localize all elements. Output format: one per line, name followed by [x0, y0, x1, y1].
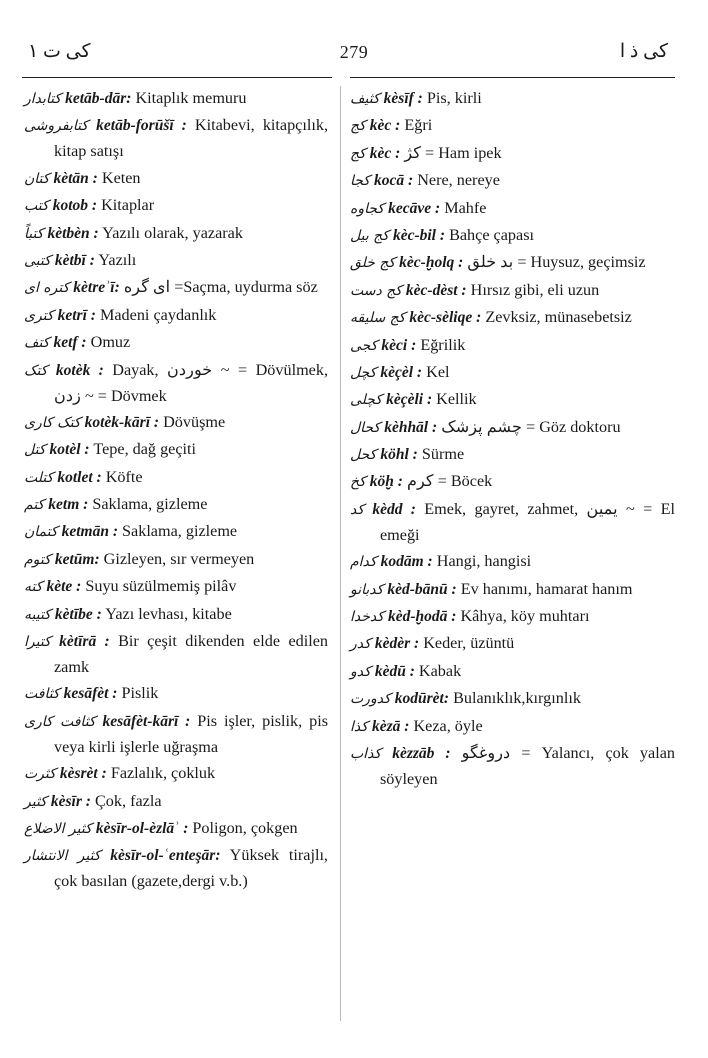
entry-definition: Pis işler, pislik, pis veya kirli işlerle uğraşma	[54, 711, 329, 756]
entry-arabic-script: کد	[350, 501, 365, 518]
entry-definition: Tepe, dağ geçiti	[93, 440, 197, 459]
entry-definition: Ev hanımı, hamarat hanım	[460, 579, 633, 598]
dictionary-entry	[350, 442, 675, 468]
entry-transliteration: kèci :	[381, 336, 417, 354]
entry-definition: Saklama, gizleme	[92, 495, 208, 514]
entry-arabic-script: کثیر الانتشار	[24, 848, 101, 865]
entry-transliteration: ketāb-forūšī :	[96, 117, 187, 135]
right-column	[350, 86, 675, 793]
dictionary-entry	[24, 574, 328, 600]
entry-definition: بد خلق = Huysuz, geçimsiz	[467, 253, 646, 272]
entry-definition: Eğrilik	[420, 335, 466, 354]
entry-transliteration: köḫ :	[369, 473, 403, 491]
dictionary-entry	[24, 221, 328, 247]
entry-transliteration: kotob :	[52, 197, 98, 215]
entry-arabic-script: کثیف	[350, 91, 380, 107]
entry-transliteration: kètbèn :	[47, 224, 99, 242]
entry-arabic-script: کتابدار	[24, 91, 62, 107]
entry-transliteration: kèsīr-ol-èzlāʾ :	[95, 819, 189, 837]
dictionary-entry	[24, 166, 328, 192]
entry-transliteration: kesāfèt-kārī :	[102, 712, 191, 730]
dictionary-entry	[24, 681, 328, 707]
dictionary-entry	[24, 275, 328, 301]
dictionary-entry	[24, 193, 328, 219]
entry-arabic-script: کتف	[24, 335, 50, 352]
entry-transliteration: köhl :	[380, 446, 418, 464]
entry-transliteration: kèzā :	[371, 717, 410, 735]
entry-definition: Eğri	[404, 116, 433, 135]
entry-definition: Yazılı olarak, yazarak	[102, 223, 243, 242]
entry-transliteration: kotlet :	[57, 468, 102, 486]
dictionary-entry	[24, 519, 328, 545]
entry-definition: چشم پزشک = Göz doktoru	[441, 417, 621, 436]
entry-definition: Bahçe çapası	[449, 225, 534, 244]
entry-transliteration: ketmān :	[61, 523, 118, 541]
entry-definition: کژ = Ham ipek	[404, 143, 502, 162]
dictionary-entry	[24, 843, 328, 894]
entry-arabic-script: کج سلیقه	[350, 310, 406, 327]
entry-arabic-script: کتیبه	[24, 606, 51, 623]
dictionary-entry	[24, 86, 328, 112]
entry-definition: ای گره =Saçma, uydurma söz	[123, 278, 318, 297]
dictionary-entry	[350, 469, 675, 495]
entry-arabic-script: کتلت	[24, 469, 54, 486]
entry-arabic-script: کج دست	[350, 282, 402, 299]
entry-transliteration: kèdū :	[374, 662, 415, 680]
header-rule-right	[350, 77, 675, 78]
entry-definition: Çok, fazla	[94, 791, 162, 810]
entry-transliteration: kèc-dèst :	[405, 281, 467, 299]
entry-definition: Dövüşme	[163, 412, 226, 431]
entry-arabic-script: کتباً	[24, 225, 44, 242]
entry-arabic-script: کذاب	[350, 745, 382, 762]
entry-transliteration: ketm :	[48, 496, 89, 514]
entry-arabic-script: کدورت	[350, 691, 391, 708]
entry-arabic-script: کتبی	[24, 252, 51, 269]
header-right-guide: کی ذ ا	[619, 41, 668, 62]
dictionary-entry	[24, 492, 328, 518]
entry-arabic-script: کتمان	[24, 524, 58, 541]
dictionary-entry	[24, 629, 328, 680]
entry-transliteration: kocā :	[374, 172, 414, 190]
entry-transliteration: ketūm:	[54, 550, 100, 568]
entry-transliteration: kotèk :	[55, 361, 104, 379]
entry-definition: Kabak	[418, 661, 462, 680]
entry-transliteration: kèçèli :	[386, 391, 433, 409]
entry-arabic-script: کحال	[350, 419, 381, 436]
entry-transliteration: kodām :	[380, 553, 433, 571]
dictionary-entry	[350, 497, 675, 548]
entry-definition: Bir çeşit dikenden elde edilen zamk	[54, 632, 329, 677]
entry-definition: Sürme	[421, 445, 465, 464]
column-separator	[340, 86, 341, 1021]
entry-arabic-script: کتم	[24, 497, 45, 514]
dictionary-entry	[350, 86, 675, 112]
entry-arabic-script: کثیر الاضلاع	[24, 820, 92, 837]
dictionary-entry	[350, 113, 675, 139]
dictionary-entry	[24, 330, 328, 356]
dictionary-entry	[24, 789, 328, 815]
dictionary-entry	[350, 714, 675, 740]
entry-transliteration: kèdèr :	[374, 635, 420, 653]
entry-transliteration: kètreʾī:	[73, 279, 120, 297]
entry-definition: Kitaplık memuru	[135, 89, 247, 107]
dictionary-entry	[24, 816, 328, 842]
dictionary-entry	[24, 437, 328, 463]
entry-arabic-script: کج خلق	[350, 255, 396, 272]
dictionary-entry	[24, 761, 328, 787]
entry-definition: Poligon, çokgen	[192, 818, 298, 837]
dictionary-entry	[24, 113, 328, 164]
entry-definition: Keten	[101, 168, 141, 187]
entry-transliteration: kète :	[46, 578, 82, 596]
entry-transliteration: kèd-ḫodā :	[387, 608, 457, 626]
entry-transliteration: kèhhāl :	[384, 418, 438, 436]
dictionary-entry	[350, 415, 675, 441]
dictionary-entry	[350, 741, 675, 792]
entry-transliteration: kètān :	[53, 169, 98, 187]
entry-arabic-script: کجی	[350, 337, 378, 354]
entry-transliteration: kèc-ḫolq :	[399, 254, 464, 272]
entry-definition: Dayak, خوردن ~ = Dövülmek, زدن ~ = Dövmek	[54, 360, 328, 405]
page-number: 279	[339, 42, 369, 62]
entry-transliteration: kèc :	[369, 117, 401, 135]
dictionary-entry	[24, 709, 328, 760]
entry-definition: Kellik	[436, 390, 477, 409]
entry-definition: Keza, öyle	[413, 716, 483, 735]
entry-arabic-script: کتیرا	[24, 634, 51, 651]
entry-transliteration: ketāb-dār:	[65, 90, 132, 107]
dictionary-entry	[350, 305, 675, 331]
dictionary-entry	[350, 387, 675, 413]
entry-definition: Bulanıklık,kırgınlık	[453, 689, 581, 708]
entry-transliteration: kèsrèt :	[59, 765, 107, 783]
entry-transliteration: kèçèl :	[380, 363, 423, 381]
entry-transliteration: kotèk-kārī :	[84, 413, 160, 431]
entry-transliteration: kodūrèt:	[394, 690, 450, 708]
dictionary-entry	[350, 333, 675, 359]
header-left-guide: کی ت ۱	[28, 41, 91, 62]
entry-arabic-script: کثرت	[24, 766, 56, 783]
entry-definition: Gizleyen, sır vermeyen	[103, 549, 255, 568]
entry-definition: Yüksek tirajlı, çok basılan (gazete,dergi v.b.)	[54, 846, 328, 891]
entry-transliteration: kèc :	[369, 144, 401, 162]
entry-arabic-script: کتوم	[24, 551, 51, 568]
entry-arabic-script: کدام	[350, 554, 377, 571]
dictionary-entry	[350, 196, 675, 222]
dictionary-entry	[24, 602, 328, 628]
entry-transliteration: kètīrā :	[59, 633, 110, 651]
dictionary-entry	[350, 549, 675, 575]
entry-transliteration: kotèl :	[49, 441, 90, 459]
entry-transliteration: kètībe :	[54, 605, 102, 623]
entry-definition: Köfte	[105, 467, 143, 486]
entry-arabic-script: کج	[350, 118, 366, 135]
dictionary-entry	[24, 465, 328, 491]
entry-transliteration: kèzzāb :	[392, 744, 451, 762]
entry-definition: Hırsız gibi, eli uzun	[470, 280, 600, 299]
entry-definition: Suyu süzülmemiş pilâv	[85, 577, 237, 596]
dictionary-entry	[350, 360, 675, 386]
entry-arabic-script: کثیر	[24, 793, 47, 810]
entry-definition: Kitabevi, kitapçılık, kitap satışı	[54, 116, 328, 161]
entry-arabic-script: کثافت	[24, 686, 60, 703]
dictionary-entry	[350, 631, 675, 657]
entry-definition: Yazı levhası, kitabe	[105, 604, 232, 623]
entry-arabic-script: کدخدا	[350, 609, 384, 626]
entry-definition: کرم = Böcek	[406, 472, 493, 491]
entry-definition: Zevksiz, münasebetsiz	[485, 308, 632, 327]
entry-definition: Keder, üzüntü	[423, 634, 515, 653]
entry-arabic-script: کتک کاری	[24, 414, 81, 431]
entry-transliteration: kèc-sèliqe :	[409, 309, 482, 327]
entry-transliteration: kèc-bil :	[392, 226, 446, 244]
entry-transliteration: kecāve :	[388, 199, 441, 217]
header-rule-left	[22, 77, 332, 78]
entry-arabic-script: کتب	[24, 198, 49, 215]
entry-arabic-script: کچل	[350, 364, 377, 381]
entry-transliteration: kèsīr :	[50, 792, 91, 810]
entry-transliteration: kèsīf :	[383, 90, 423, 107]
entry-definition: Kel	[426, 362, 450, 381]
entry-definition: Mahfe	[444, 198, 487, 217]
dictionary-entry	[24, 303, 328, 329]
dictionary-entry	[24, 248, 328, 274]
entry-definition: Omuz	[90, 333, 131, 352]
entry-transliteration: kèsīr-ol-ʿenteşār:	[110, 847, 221, 865]
entry-definition: Kitaplar	[101, 196, 155, 215]
entry-arabic-script: کجاوه	[350, 200, 385, 217]
dictionary-entry	[350, 223, 675, 249]
entry-definition: Fazlalık, çokluk	[110, 764, 216, 783]
dictionary-entry	[24, 358, 328, 409]
entry-arabic-script: کدر	[350, 636, 371, 653]
dictionary-entry	[350, 577, 675, 603]
entry-transliteration: kèd-bānū :	[387, 580, 457, 598]
entry-arabic-script: کتری	[24, 307, 54, 324]
entry-definition: Pislik	[121, 684, 159, 703]
entry-arabic-script: کته	[24, 579, 43, 596]
entry-transliteration: ketf :	[53, 334, 87, 352]
entry-arabic-script: کتابفروشی	[24, 118, 89, 135]
entry-definition: Yazılı	[98, 250, 137, 269]
dictionary-entry	[350, 659, 675, 685]
entry-definition: Pis, kirli	[426, 89, 482, 107]
dictionary-entry	[350, 686, 675, 712]
entry-arabic-script: کدو	[350, 663, 371, 680]
dictionary-entry	[350, 278, 675, 304]
entry-arabic-script: کخ	[350, 474, 366, 491]
entry-arabic-script: کتک	[24, 362, 48, 379]
dictionary-entry	[350, 168, 675, 194]
entry-arabic-script: کتل	[24, 442, 46, 459]
entry-arabic-script: کج بیل	[350, 227, 389, 244]
entry-arabic-script: کذا	[350, 718, 368, 735]
entry-arabic-script: کتره ای	[24, 280, 70, 297]
entry-definition: Saklama, gizleme	[122, 522, 238, 541]
entry-definition: Nere, nereye	[417, 171, 500, 190]
entry-arabic-script: کدبانو	[350, 581, 384, 598]
entry-transliteration: kètbī :	[54, 251, 95, 269]
entry-arabic-script: کتان	[24, 170, 50, 187]
dictionary-entry	[350, 250, 675, 276]
dictionary-entry	[350, 604, 675, 630]
entry-definition: دروغگو = Yalancı, çok yalan söyleyen	[380, 743, 675, 788]
entry-arabic-script: کچلی	[350, 392, 383, 409]
entry-definition: Hangi, hangisi	[436, 552, 532, 571]
entry-arabic-script: کثافت کاری	[24, 713, 96, 730]
left-column	[24, 86, 328, 896]
entry-transliteration: kèdd :	[372, 500, 416, 518]
entry-arabic-script: کج	[350, 145, 366, 162]
entry-transliteration: ketrī :	[57, 306, 96, 324]
dictionary-entry	[24, 410, 328, 436]
entry-arabic-script: کجا	[350, 173, 370, 190]
dictionary-entry	[24, 547, 328, 573]
entry-definition: Madeni çaydanlık	[99, 305, 217, 324]
entry-arabic-script: کحل	[350, 447, 377, 464]
entry-definition: Kâhya, köy muhtarı	[460, 607, 590, 626]
entry-definition: Emek, gayret, zahmet, یمین ~ = El emeği	[380, 499, 676, 544]
dictionary-entry	[350, 141, 675, 167]
entry-transliteration: kesāfèt :	[63, 685, 118, 703]
